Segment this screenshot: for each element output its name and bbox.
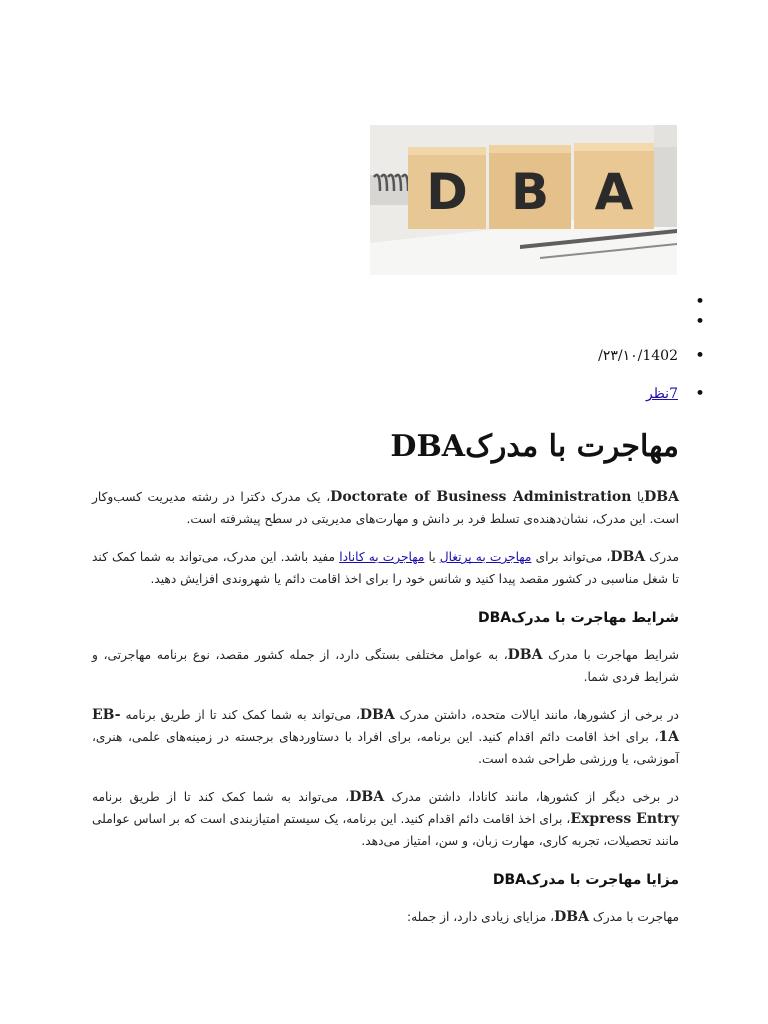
paragraph-benefits <box>92 906 679 928</box>
text-span: مهاجرت با مدرک <box>588 910 679 924</box>
dba-blocks-illustration <box>370 125 677 275</box>
dba-term: DBA <box>644 489 679 505</box>
dba-term: DBA <box>610 549 646 565</box>
text-span: ، به عوامل مختلفی بستگی دارد، از جمله کشور مقصد، نوع برنامه مهاجرتی، و شرایط فردی شما. <box>92 648 679 684</box>
express-entry-term: Express Entry <box>570 811 679 827</box>
text-span: ، یک مدرک دکترا در رشته مدیریت کسب‌وکار است. این مدرک، نشان‌دهنده‌ی تسلط فرد بر دانش و مهارت‌های مدیریتی در سطح پیشرفته است. <box>92 490 679 526</box>
meta-item-empty-1 <box>378 292 678 312</box>
eb1a-term: EB-1A <box>92 707 679 745</box>
cube-letter-d: D <box>426 163 468 221</box>
dba-term: DBA <box>507 647 543 663</box>
section-heading-benefits: مزایا مهاجرت با مدرکDBA <box>492 872 679 888</box>
paragraph-conditions <box>92 644 679 688</box>
text-span: یا <box>424 550 440 564</box>
text-span: ، مزایای زیادی دارد، از جمله: <box>406 910 555 924</box>
comments-link[interactable]: 7نظر <box>645 386 678 402</box>
canada-immigration-link[interactable]: مهاجرت به کانادا <box>339 550 425 564</box>
article-content <box>92 430 679 928</box>
text-span: ، می‌تواند برای <box>531 550 611 564</box>
cube-letter-a: A <box>594 163 634 221</box>
hero-image <box>370 125 677 275</box>
wooden-cube-d <box>408 147 486 229</box>
meta-item-empty-2 <box>378 312 678 332</box>
dba-full-name: Doctorate of Business Administration <box>330 489 632 505</box>
wooden-cube-a <box>574 143 654 229</box>
post-meta-list <box>378 292 678 404</box>
text-span: در برخی از کشورها، مانند ایالات متحده، داشتن مدرک <box>394 708 679 722</box>
paragraph-intro <box>92 486 679 530</box>
dba-term: DBA <box>359 707 395 723</box>
text-span: ، برای اخذ اقامت دائم اقدام کنید. این برنامه، برای افراد با دستاوردهای برجسته در زمینه‌های علمی، هنری، آموزشی، یا ورزشی طراحی شده است. <box>92 730 679 766</box>
text-span: ، برای اخذ اقامت دائم اقدام کنید. این برنامه، یک سیستم امتیازبندی است که بر اساس عواملی مانند تحصیلات، تجربه کاری، مهارت زبان، و سن، امتیاز می‌دهد. <box>92 812 679 848</box>
portugal-immigration-link[interactable]: مهاجرت به پرتغال <box>439 550 532 564</box>
text-span: یا <box>631 490 645 504</box>
meta-item-comments <box>378 384 678 404</box>
paragraph-usa <box>92 704 679 770</box>
dba-term: DBA <box>554 909 589 925</box>
paragraph-canada <box>92 786 679 852</box>
text-span: در برخی دیگر از کشورها، مانند کانادا، داشتن مدرک <box>384 790 679 804</box>
paragraph-usefulness <box>92 546 679 590</box>
section-heading-conditions: شرایط مهاجرت با مدرکDBA <box>478 610 679 626</box>
text-span: ، می‌تواند به شما کمک کند تا از طریق برنامه <box>92 790 350 804</box>
post-date: • ۲۳/۱۰/1402/ <box>378 346 678 366</box>
text-span: مفید باشد. این مدرک، می‌تواند به شما کمک کند تا شغل مناسبی در کشور مقصد پیدا کنید و شانس خود را برای اخذ اقامت دائم یا شهروندی افزایش دهید. <box>92 550 679 586</box>
text-span: ، می‌تواند به شما کمک کند تا از طریق برنامه <box>120 708 360 722</box>
text-span: مدرک <box>645 550 680 564</box>
text-span: شرایط مهاجرت با مدرک <box>542 648 679 662</box>
dba-term: DBA <box>349 789 385 805</box>
wooden-cube-b <box>489 145 571 229</box>
spiral-binding <box>370 175 410 205</box>
article-title: مهاجرت با مدرکDBA <box>390 429 679 464</box>
cube-letter-b: B <box>510 163 550 221</box>
